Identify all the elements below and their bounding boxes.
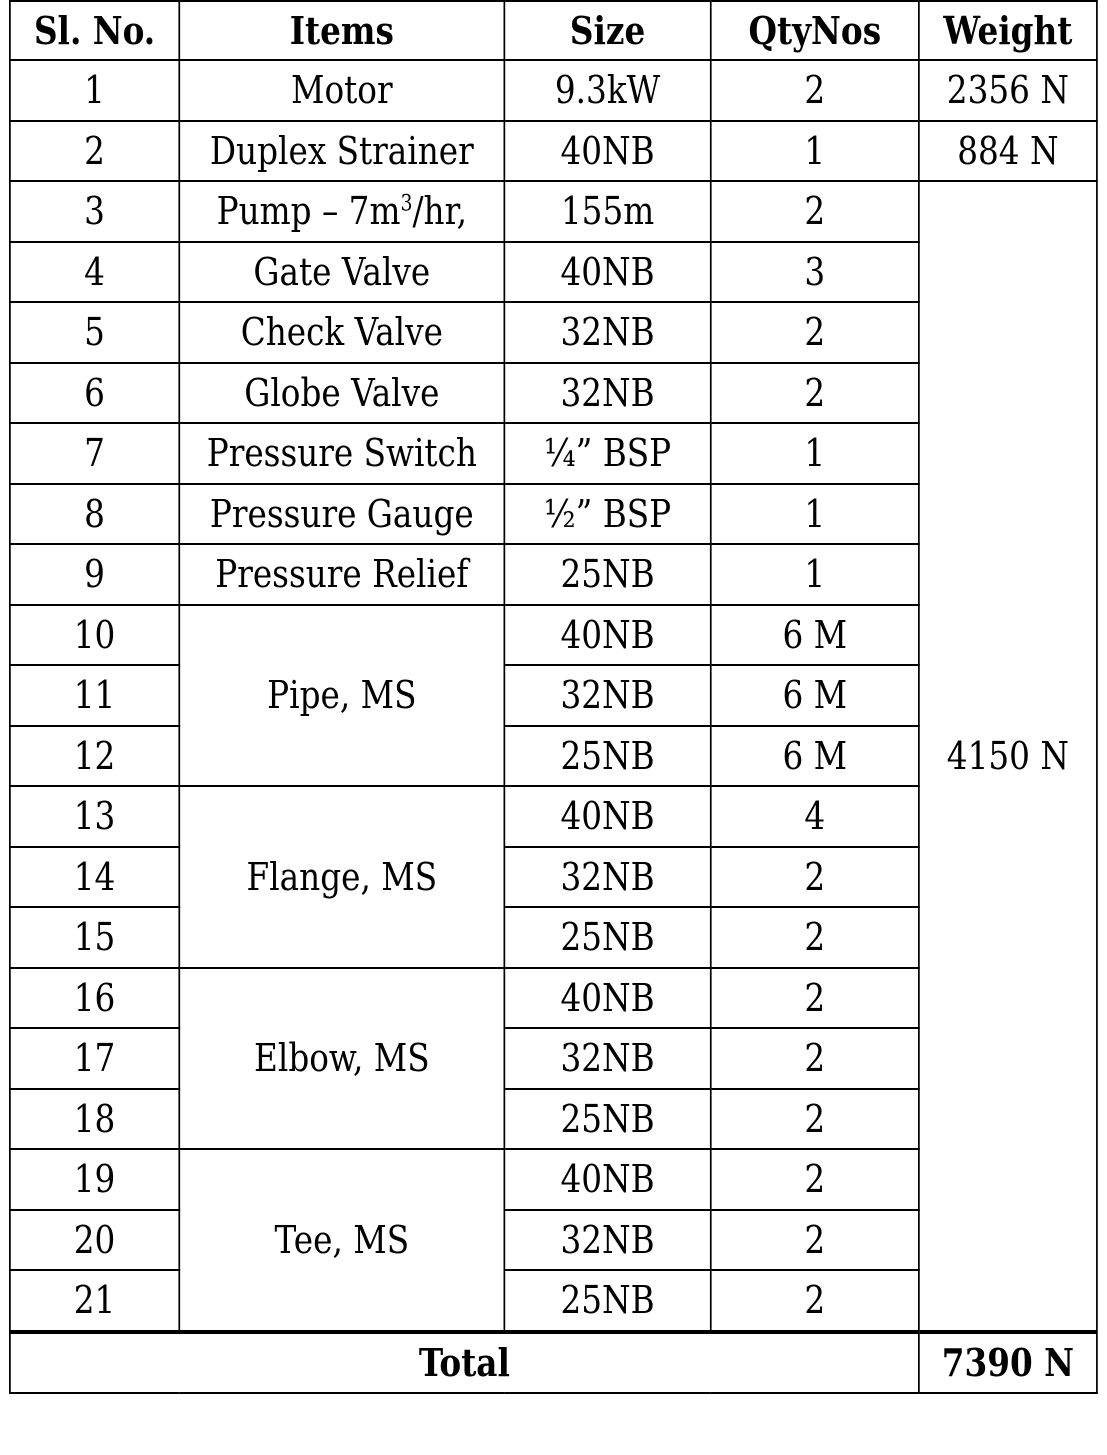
cell-size: ½” BSP [504,484,710,545]
total-label: Total [10,1332,919,1393]
cell-sl: 19 [10,1149,179,1210]
cell-qty: 2 [711,1270,919,1332]
cell-sl: 21 [10,1270,179,1332]
cell-qty: 6 M [711,665,919,726]
cell-size: 40NB [504,605,710,666]
cell-qty: 1 [711,423,919,484]
table-row [10,121,1097,182]
cell-qty: 2 [711,363,919,424]
cell-item: Pressure Relief [179,544,504,605]
cell-size: 32NB [504,363,710,424]
cell-qty: 4 [711,786,919,847]
cell-sl: 11 [10,665,179,726]
cell-item-merged: Pipe, MS [179,605,504,787]
cell-size: ¼” BSP [504,423,710,484]
cell-sl: 18 [10,1089,179,1150]
cell-size: 40NB [504,242,710,303]
cell-item-merged: Flange, MS [179,786,504,968]
cell-item: Gate Valve [179,242,504,303]
cell-weight: 884 N [919,121,1097,182]
item-text: /hr, [412,189,468,234]
cell-size: 32NB [504,665,710,726]
cell-sl: 4 [10,242,179,303]
table-row [10,181,1097,242]
cell-qty: 1 [711,121,919,182]
cell-size: 25NB [504,907,710,968]
cell-qty: 2 [711,1210,919,1271]
cell-sl: 10 [10,605,179,666]
header-qty: QtyNos [711,1,919,60]
cell-item: Globe Valve [179,363,504,424]
cell-size: 32NB [504,302,710,363]
cell-sl: 12 [10,726,179,787]
total-row [10,1332,1097,1393]
cell-qty: 6 M [711,726,919,787]
cell-sl: 8 [10,484,179,545]
cell-sl: 17 [10,1028,179,1089]
cell-qty: 2 [711,907,919,968]
header-size: Size [504,1,710,60]
cell-size: 40NB [504,1149,710,1210]
cell-qty: 2 [711,968,919,1029]
cell-qty: 2 [711,60,919,121]
superscript: 3 [400,191,413,217]
header-row [10,1,1097,60]
cell-item: Motor [179,60,504,121]
cell-qty: 2 [711,181,919,242]
cell-size: 9.3kW [504,60,710,121]
cell-item-merged: Tee, MS [179,1149,504,1332]
header-sl-no: Sl. No. [10,1,179,60]
cell-item-merged: Elbow, MS [179,968,504,1150]
cell-size: 25NB [504,726,710,787]
header-items: Items [179,1,504,60]
item-text: Pump – 7m [216,189,401,234]
cell-size: 40NB [504,968,710,1029]
cell-sl: 6 [10,363,179,424]
cell-sl: 15 [10,907,179,968]
cell-sl: 7 [10,423,179,484]
cell-weight-merged: 4150 N [919,181,1097,1332]
cell-size: 40NB [504,121,710,182]
cell-qty: 2 [711,1149,919,1210]
cell-sl: 2 [10,121,179,182]
cell-sl: 14 [10,847,179,908]
cell-sl: 3 [10,181,179,242]
bill-of-materials-table [9,0,1098,1394]
cell-weight: 2356 N [919,60,1097,121]
cell-qty: 2 [711,847,919,908]
cell-qty: 3 [711,242,919,303]
cell-item: Duplex Strainer [179,121,504,182]
table-row [10,60,1097,121]
cell-sl: 16 [10,968,179,1029]
cell-size: 155m [504,181,710,242]
cell-sl: 13 [10,786,179,847]
cell-qty: 2 [711,1089,919,1150]
cell-size: 32NB [504,1210,710,1271]
cell-sl: 5 [10,302,179,363]
cell-sl: 1 [10,60,179,121]
cell-item: Pressure Switch [179,423,504,484]
cell-item: Pressure Gauge [179,484,504,545]
cell-qty: 1 [711,484,919,545]
header-weight: Weight [919,1,1097,60]
cell-sl: 20 [10,1210,179,1271]
cell-size: 25NB [504,1089,710,1150]
cell-item: Check Valve [179,302,504,363]
cell-qty: 1 [711,544,919,605]
cell-size: 32NB [504,1028,710,1089]
cell-qty: 2 [711,1028,919,1089]
cell-size: 32NB [504,847,710,908]
cell-qty: 2 [711,302,919,363]
total-weight: 7390 N [919,1332,1097,1393]
cell-item [179,181,504,242]
cell-size: 40NB [504,786,710,847]
cell-qty: 6 M [711,605,919,666]
cell-size: 25NB [504,544,710,605]
cell-size: 25NB [504,1270,710,1332]
cell-sl: 9 [10,544,179,605]
